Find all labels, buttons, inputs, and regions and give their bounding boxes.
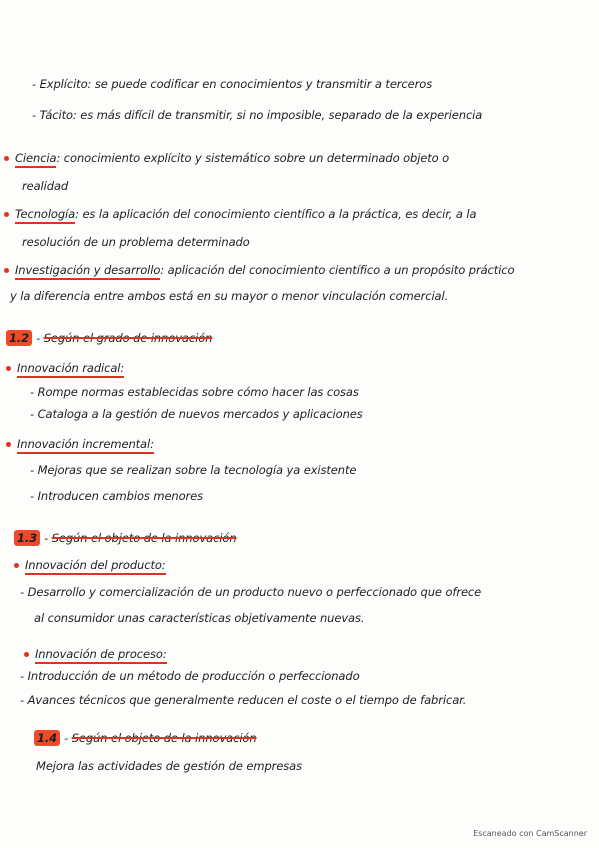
- section-heading: 1.2 - Según el grado de innovación: [6, 330, 212, 346]
- note-line: resolución de un problema determinado: [22, 235, 250, 249]
- note-line: - Desarrollo y comercialización de un producto nuevo o perfeccionado que ofrece: [20, 585, 482, 599]
- section-heading: 1.3 - Según el objeto de la innovación: [14, 530, 237, 546]
- note-line: Mejora las actividades de gestión de empresas: [36, 759, 303, 773]
- note-line: - Explícito: se puede codificar en conocimientos y transmitir a terceros: [32, 77, 433, 91]
- bullet-icon: [4, 268, 9, 273]
- note-line: y la diferencia entre ambos está en su mayor o menor vinculación comercial.: [10, 289, 449, 303]
- bullet-icon: [24, 652, 29, 657]
- note-line: realidad: [22, 179, 69, 193]
- note-line: - Introducen cambios menores: [30, 489, 204, 503]
- note-line: Ciencia: conocimiento explícito y sistemático sobre un determinado objeto o: [4, 150, 449, 166]
- section-number: 1.3: [14, 530, 40, 546]
- bullet-icon: [14, 563, 19, 568]
- section-heading: 1.4 - Según el objeto de la innovación: [34, 730, 257, 746]
- section-number: 1.2: [6, 330, 32, 346]
- section-number: 1.4: [34, 730, 60, 746]
- subheading: Innovación de proceso:: [24, 646, 167, 662]
- scanner-watermark: Escaneado con CamScanner: [473, 829, 587, 838]
- bullet-icon: [6, 366, 11, 371]
- subheading: Innovación radical:: [6, 360, 124, 376]
- bullet-icon: [6, 442, 11, 447]
- note-line: - Mejoras que se realizan sobre la tecnología ya existente: [30, 463, 357, 477]
- bullet-icon: [4, 156, 9, 161]
- note-line: - Tácito: es más difícil de transmitir, si no imposible, separado de la experiencia: [32, 108, 483, 122]
- subheading: Innovación incremental:: [6, 436, 154, 452]
- subheading: Innovación del producto:: [14, 557, 166, 573]
- note-line: - Cataloga a la gestión de nuevos mercados y aplicaciones: [30, 407, 363, 421]
- bullet-icon: [4, 212, 9, 217]
- note-line: al consumidor unas características objetivamente nuevas.: [34, 611, 365, 625]
- note-line: - Introducción de un método de producción o perfeccionado: [20, 669, 360, 683]
- note-line: - Avances técnicos que generalmente reducen el coste o el tiempo de fabricar.: [20, 693, 467, 707]
- note-line: - Rompe normas establecidas sobre cómo hacer las cosas: [30, 385, 359, 399]
- note-line: Tecnología: es la aplicación del conocimiento científico a la práctica, es decir, a la: [4, 206, 476, 222]
- note-line: Investigación y desarrollo: aplicación del conocimiento científico a un propósito práctico: [4, 262, 514, 278]
